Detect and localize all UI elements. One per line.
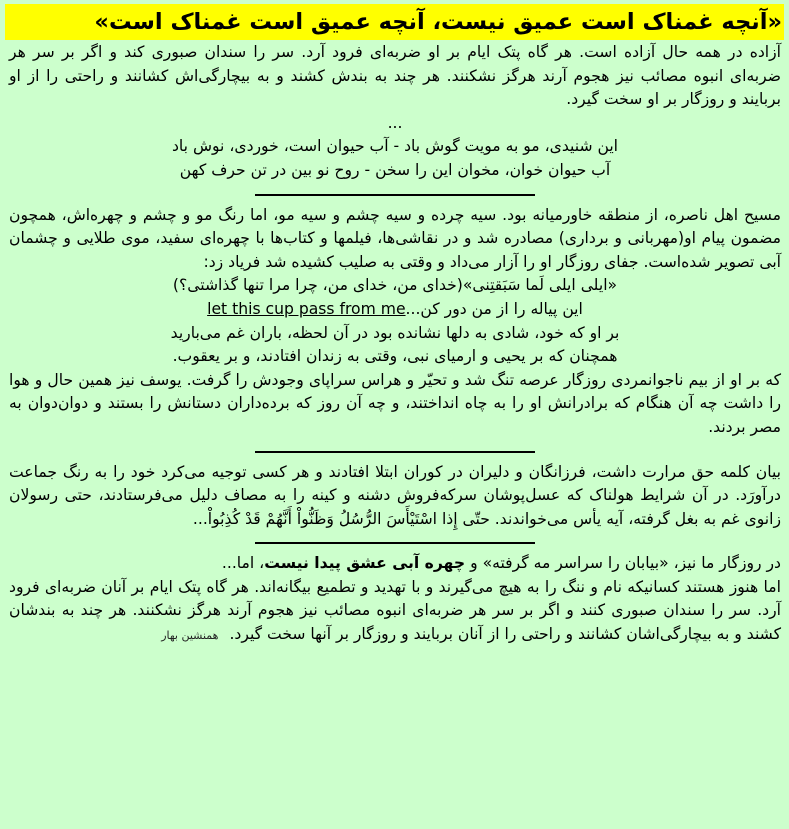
section-truth (9, 461, 781, 532)
truth-paragraph: بیان کلمه حق مرارت داشت، فرزانگان و دلیران در کوران ابتلا افتادند و هر کسی توجیه می‌کرد خود را به رنگ جماعت درآورَد. در آن شرایط هولناک که عسل‌پوشان سرکه‌فروش دشنه و کینه را به مصاف دلیل می‌فرستادند، حتی رسولان زانوی غم به بغل گرفته، آیه یأس می‌خواندند. حتّی إِذا اسْتَیْأَسَ الرُّسُلُ وَظَنُّواْ أَنَّهُمْ قَدْ کُذِبُواْ... (9, 462, 781, 528)
section-messiah (9, 204, 781, 440)
today-intro (9, 552, 781, 576)
section-opening (9, 41, 781, 183)
today-intro-before: در روزگار ما نیز، «بیابان را سراسر مه گرفته» و (470, 554, 781, 573)
section-divider (255, 451, 535, 453)
section-divider (255, 194, 535, 196)
rain-line: بر او که خود، شادی به دلها نشانده بود در آن لحظه، باران غم می‌بارید (170, 323, 620, 342)
author-signature: همنشین بهار (161, 629, 219, 643)
prophets-line: همچنان که بر یحیی و ارمیای نبی، وقتی به زندان افتادند، و بر یعقوب. (172, 347, 618, 366)
cup-line-persian: این پیاله را از من دور کن... (405, 299, 583, 318)
messiah-paragraph: مسیح اهل ناصره، از منطقه خاورمیانه بود. سیه چرده و سیه چشم و سیه مو، اما رنگ مو و چشم و چهره‌اش، همچون مضمون پیام او(مهربانی و برداری) مصادره شد و در نقاشی‌ها، فیلمها و کتاب‌ها با چهره‌ای سفید، موی طلایی و چشمان آبی تصویر شده‌است. جفای روزگار او را آزار می‌داد و وقتی به صلیب کشیده شد فریاد زد: (9, 205, 781, 271)
today-paragraph (9, 576, 781, 648)
cup-line (9, 298, 781, 322)
poem-line-2: آب حیوان خوان، مخوان این را سخن - روح نو بین در تن حرف کهن (179, 160, 611, 179)
today-intro-bold: چهره آبی عشق پیدا نیست (264, 554, 466, 573)
joseph-paragraph: که بر او از بیم ناجوانمردی روزگار عرصه تنگ شد و تحیّر و هراس سراپای وجودش را گرفت. یوسف نیز همین حال و هوا را داشت چه آن هنگام که برادرانش او را به چاه انداختند، و چه آن روز که برده‌داران دستانش را بستند و دوان‌دوان به مصر بردند. (9, 370, 781, 436)
title-text: «آنچه غمناک است عمیق نیست، آنچه عمیق است غمناک است» (94, 9, 782, 35)
cup-line-english: let this cup pass from me (207, 299, 406, 318)
section-today (9, 552, 781, 647)
today-paragraph-text: اما هنوز هستند کسانیکه نام و ننگ را به هیچ می‌گیرند و با تهدید و تطمیع بیگانه‌اند. هر گاه پتک ایام بر آنان ضربه‌ای فرود آرد. سر را سندان صبوری کنند و اگر بر سر هر ضربه‌ای انبوه مصائب نیز هجوم آرند هرگز نشکنند. هر چند به بندشان کشند و به بیچارگی‌اشان کشانند و راحتی را از آنان بربایند و روزگار بر آنها سخت گیرد. (9, 577, 781, 644)
poem-line-1: این شنیدی، مو به مویت گوش باد - آب حیوان است، خوردی، نوش باد (171, 137, 619, 156)
article-body (9, 41, 781, 648)
page-title (5, 4, 784, 40)
opening-paragraph: آزاده در همه حال آزاده است. هر گاه پتک ایام بر او ضربه‌ای فرود آرد. سر را سندان صبوری کند و اگر بر سر هر ضربه‌ای انبوه مصائب نیز هجوم آرند هرگز نشکنند. هر چند به بندش کشند و به بیچارگی‌اش کشانند و راحتی را از او بربایند و روزگار بر او سخت گیرد. (9, 43, 781, 109)
section-divider (255, 542, 535, 544)
today-intro-after: ، اما... (221, 554, 265, 573)
ellipsis: ... (387, 113, 403, 132)
crucifixion-quote: «ایلی ایلی لَما سَبَقتِنی»(خدای من، خدای من، چرا مرا تنها گذاشتی؟) (172, 276, 618, 295)
